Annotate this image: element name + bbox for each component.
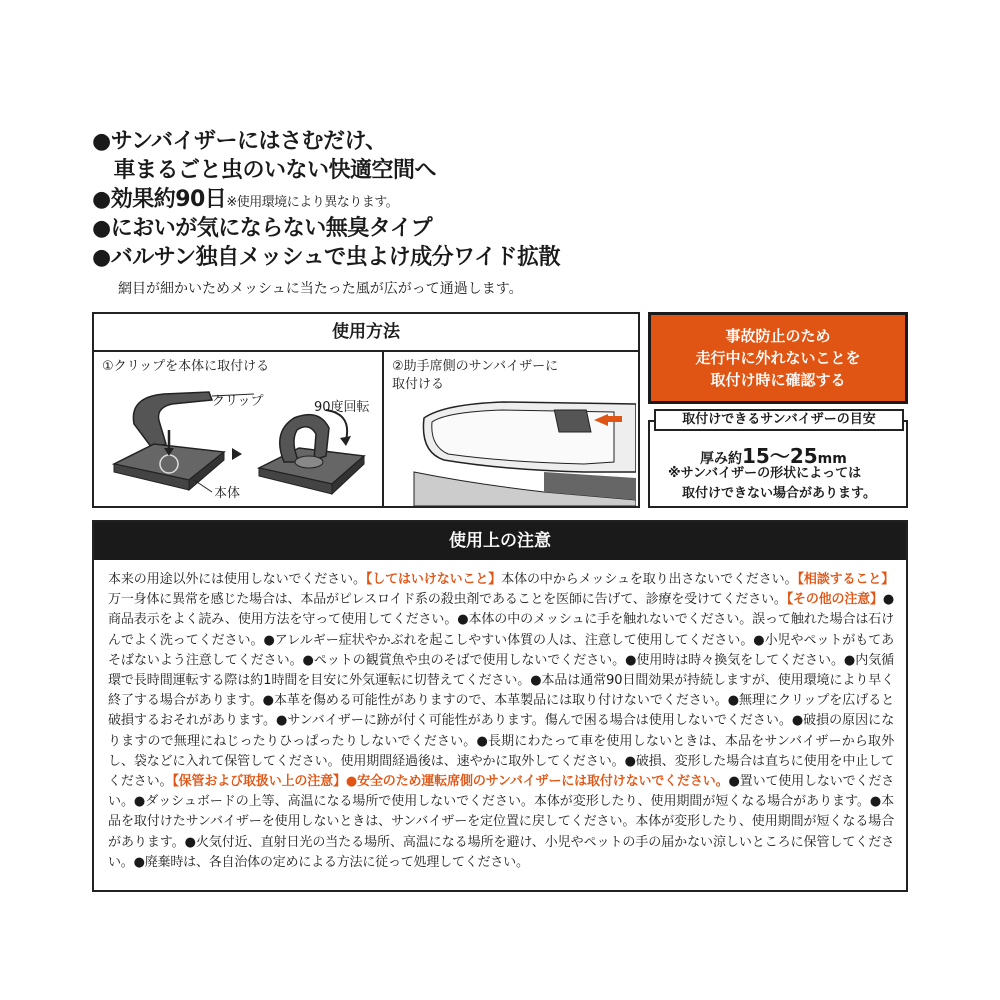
warning-line-3: 取付け時に確認する <box>710 371 846 389</box>
sunvisor-note-line-2: 取付けできない場合があります。 <box>682 486 876 501</box>
caution-text: ●商品表示をよく読み、使用方法を守って使用してください。●本体の中のメッシュに手を触れないでください。誤って触れた場合は石けんでよく洗ってください。●アレルギー症状やかぶれを起こしやすい体質の人は、注意して使用してください。●小児やペットがもてあそばないよう注意してください。●ペットの観賞魚や虫のそばで使用しないでください。●使用時は時々換気をしてください。●内気循環で長時間運転する際は約1時間を目安に外気運転に切替えてください。●本品は通常90日間効果が持続しますが、使用環境により早く終了する場合があります。●本革を傷める可能性がありますので、本革製品には取り付けないでください。●無理にクリップを広げると破損するおそれがあります。●サンバイザーに跡が付く可能性があります。傷んで困る場合は使用しないでください。●破損の原因になりますので無理にねじったりひっぱったりしないでください。●長期にわたって車を使用しないときは、本品をサンバイザーから取外し、袋などに入れて保管してください。使用期間経過後は、速やかに取外してください。●破損、変形した場合は直ちに使用を中止してください。 <box>108 592 894 790</box>
feature-note: ※使用環境により異なります。 <box>226 195 399 210</box>
clip-label: クリップ <box>212 394 264 409</box>
feature-text: ●においが気にならない無臭タイプ <box>92 216 433 241</box>
usage-title: 使用方法 <box>94 314 638 352</box>
caution-text: 本来の用途以外には使用しないでください。 <box>108 572 366 587</box>
feature-text: ●バルサン独自メッシュで虫よけ成分ワイド拡散 <box>92 245 560 270</box>
warning-line-1: 事故防止のため <box>725 327 831 345</box>
usage-box <box>92 312 640 508</box>
caution-text: ●置いて使用しないでください。●ダッシュボードの上等、高温になる場所で使用しないでください。本体が変形したり、使用期間が短くなる場合があります。●本品を取付けたサンバイザーを使用しないときは、サンバイザーを定位置に戻してください。本体が変形したり、使用期間が短くなる場合があります。●火気付近、直射日光の当たる場所、高温になる場所を避け、小児やペットの手の届かない涼しいところに保管してください。●廃棄時は、各自治体の定めによる方法に従って処理してください。 <box>108 774 894 870</box>
step-2-text-2: 取付ける <box>392 377 445 392</box>
sunvisor-size-note <box>668 464 876 504</box>
caution-box <box>92 520 908 892</box>
thickness-unit: mm <box>817 451 847 467</box>
caution-heading: 【してはいけないこと】 <box>365 572 502 587</box>
caution-heading: 【その他の注意】 <box>786 592 883 608</box>
sunvisor-size-label: 取付けできるサンバイザーの目安 <box>654 409 904 431</box>
feature-1 <box>92 128 387 156</box>
feature-text: 車まるごと虫のいない快適空間へ <box>92 158 437 183</box>
caution-title: 使用上の注意 <box>94 522 906 560</box>
caution-text: 万一身体に異常を感じた場合は、本品がピレスロイド系の殺虫剤であることを医師に告げて、診療を受けてください。 <box>108 592 787 608</box>
step-1-panel <box>94 352 384 506</box>
feature-1b <box>92 157 436 185</box>
caution-text: 本体の中からメッシュを取り出さないでください。 <box>501 572 798 587</box>
step-2-panel <box>384 352 638 506</box>
caution-heading: 【相談すること】 <box>797 572 894 587</box>
feature-text: ●効果約90日 <box>92 187 227 212</box>
feature-4 <box>92 244 560 272</box>
step-2-text-1: ②助手席側のサンバイザーに <box>392 359 559 374</box>
rotate-label: 90度回転 <box>314 400 370 415</box>
warning-banner <box>648 312 908 404</box>
sunvisor-illustration <box>384 352 636 506</box>
step-1-text: ①クリップを本体に取付ける <box>102 359 270 374</box>
caution-body <box>108 570 894 873</box>
body-label: 本体 <box>214 486 241 501</box>
feature-text: ●サンバイザーにはさむだけ、 <box>92 129 387 154</box>
feature-2 <box>92 186 398 217</box>
caution-heading: 【保管および取扱い上の注意】●安全のため運転席側のサンバイザーには取付けないでください。 <box>172 774 729 790</box>
sunvisor-note-line-1: ※サンバイザーの形状によっては <box>668 466 862 481</box>
feature-sub-text: 網目が細かいためメッシュに当たった風が広がって通過します。 <box>118 281 523 297</box>
feature-3 <box>92 215 432 243</box>
thickness-value: 15〜25 <box>742 444 818 468</box>
thickness-prefix: 厚み約 <box>700 451 742 467</box>
warning-line-2: 走行中に外れないことを <box>695 349 861 367</box>
